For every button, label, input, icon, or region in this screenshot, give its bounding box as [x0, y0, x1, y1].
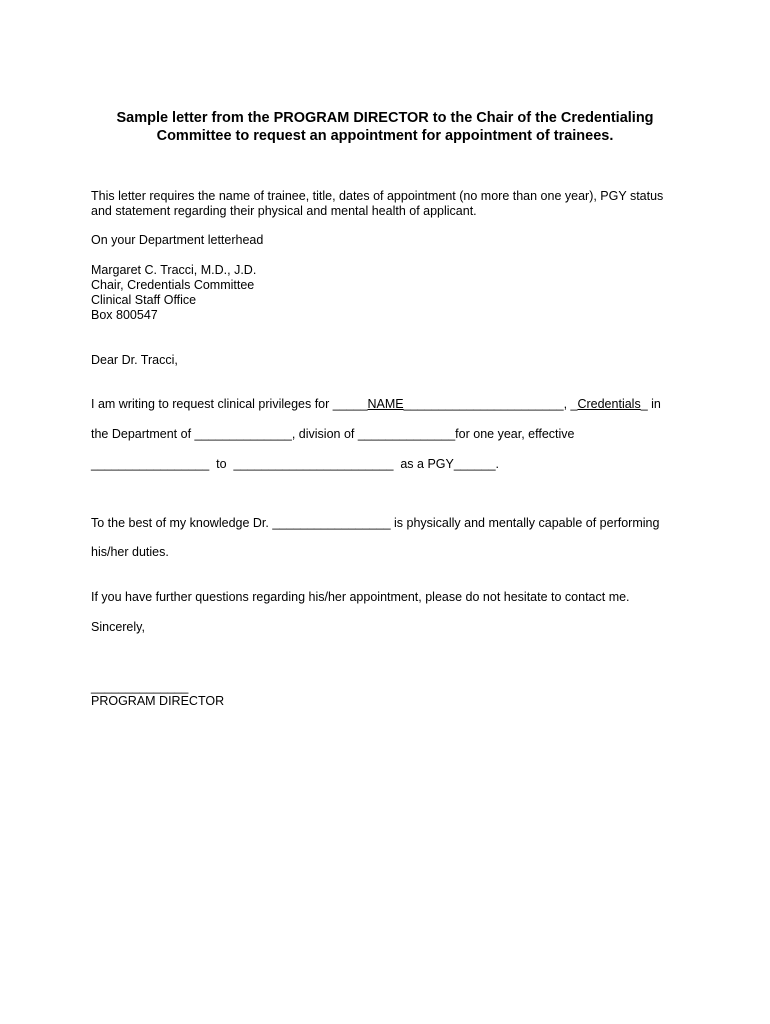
dates-line: _________________ to _______________________ as a PGY______.	[91, 457, 500, 471]
duties-line: his/her duties.	[91, 545, 169, 559]
request-separator: , _	[563, 397, 578, 411]
signature-line: ______________	[91, 680, 189, 694]
name-blank: _______________________	[403, 397, 564, 411]
questions-line: If you have further questions regarding his/her appointment, please do not hesitate to contact me.	[91, 590, 630, 604]
letterhead-note: On your Department letterhead	[91, 233, 264, 247]
department-line: the Department of ______________, division of ______________for one year, effective	[91, 427, 575, 441]
recipient-name: Margaret C. Tracci, M.D., J.D.	[91, 263, 257, 277]
closing: Sincerely,	[91, 620, 145, 634]
recipient-title: Chair, Credentials Committee	[91, 278, 255, 292]
credentials-field: Credentials	[577, 397, 641, 411]
intro-line-2: and statement regarding their physical and mental health of applicant.	[91, 204, 477, 218]
salutation: Dear Dr. Tracci,	[91, 353, 178, 367]
name-field: NAME	[367, 397, 404, 411]
request-prefix: I am writing to request clinical privileges for _____	[91, 397, 368, 411]
request-line	[91, 397, 661, 412]
document-title-line-2: Committee to request an appointment for appointment of trainees.	[156, 128, 614, 144]
recipient-box: Box 800547	[91, 308, 158, 322]
request-suffix: _ in	[640, 397, 661, 411]
signatory: PROGRAM DIRECTOR	[91, 694, 225, 708]
recipient-office: Clinical Staff Office	[91, 293, 197, 307]
intro-line-1: This letter requires the name of trainee, title, dates of appointment (no more than one year), PGY status	[91, 189, 664, 203]
document-title-line-1: Sample letter from the PROGRAM DIRECTOR to the Chair of the Credentialing	[116, 110, 654, 126]
capability-line: To the best of my knowledge Dr. _________________ is physically and mentally capable of performing	[91, 516, 660, 530]
